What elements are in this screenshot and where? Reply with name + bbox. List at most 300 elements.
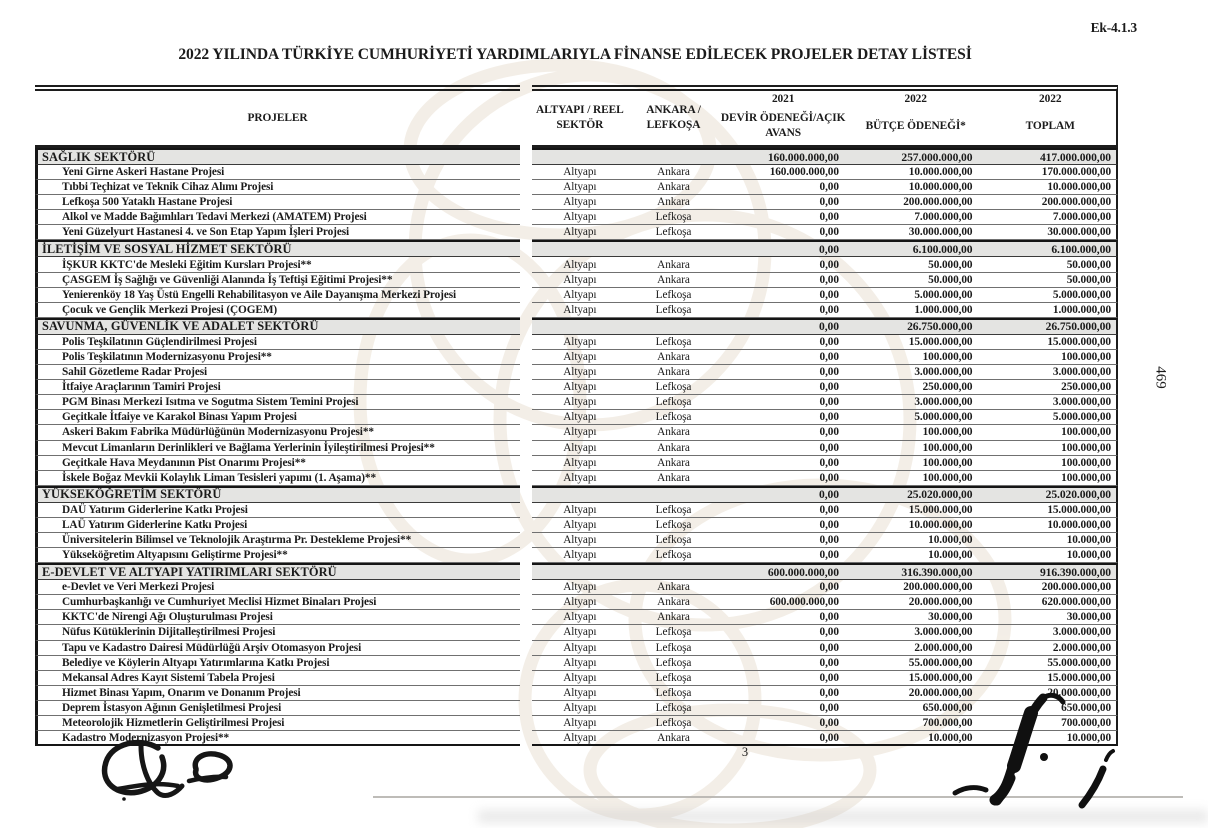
devir-odenegi-cell: 0,00 [819, 411, 839, 424]
row-values [532, 503, 1118, 518]
sector-cell: Altyapı [563, 656, 597, 669]
project-name: Tıbbi Teçhizat ve Teknik Cihaz Alımı Projesi [35, 180, 520, 195]
row-values [532, 335, 1118, 350]
sector-cell [532, 150, 628, 164]
header-butce-2022: 2022 BÜTÇE ÖDENEĞİ* [865, 93, 966, 132]
toplam-cell: 25.020.000,00 [1045, 488, 1111, 502]
footer-page-number: 3 [741, 745, 749, 759]
city-cell: Lefkoşa [655, 701, 692, 714]
project-name: LAÜ Yatırım Giderlerine Katkı Projesi [35, 518, 520, 533]
row-values [532, 148, 1118, 165]
project-name: Yeni Güzelyurt Hastanesi 4. ve Son Etap Yapım İşleri Projesi [35, 225, 520, 240]
section-name: SAĞLIK SEKTÖRÜ [35, 148, 520, 165]
row-values [532, 518, 1118, 533]
section-row [35, 486, 1118, 503]
sector-cell: Altyapı [563, 303, 597, 316]
devir-odenegi-cell: 0,00 [819, 350, 839, 363]
city-cell: Lefkoşa [655, 626, 692, 639]
devir-odenegi-cell: 0,00 [819, 366, 839, 379]
project-row [35, 533, 1118, 548]
project-row [35, 701, 1118, 716]
toplam-cell: 650.000,00 [1061, 701, 1111, 714]
row-values [532, 641, 1118, 656]
toplam-cell: 5.000.000,00 [1052, 288, 1111, 301]
city-cell: Lefkoşa [655, 717, 692, 730]
sector-cell: Altyapı [563, 611, 597, 624]
row-values [532, 180, 1118, 195]
row-values [532, 580, 1118, 595]
toplam-cell: 26.750.000,00 [1045, 320, 1111, 334]
sector-cell: Altyapı [563, 288, 597, 301]
sector-cell: Altyapı [563, 503, 597, 516]
project-name: KKTC'de Nirengi Ağı Oluşturulması Projesi [35, 610, 520, 625]
devir-odenegi-cell: 0,00 [819, 471, 839, 484]
toplam-cell: 6.100.000,00 [1051, 242, 1111, 256]
sector-cell: Altyapı [563, 731, 597, 744]
toplam-cell: 200.000.000,00 [1041, 581, 1111, 594]
butce-odenegi-cell: 26.750.000,00 [907, 320, 973, 334]
sector-cell: Altyapı [563, 273, 597, 286]
project-row [35, 641, 1118, 656]
devir-odenegi-cell: 0,00 [819, 456, 839, 469]
project-name: İtfaiye Araçlarının Tamiri Projesi [35, 380, 520, 395]
toplam-cell: 30.000,00 [1066, 611, 1111, 624]
project-row [35, 350, 1118, 365]
city-cell [628, 150, 720, 164]
sector-cell: Altyapı [563, 671, 597, 684]
toplam-cell: 55.000.000,00 [1047, 656, 1111, 669]
sector-cell: Altyapı [563, 396, 597, 409]
devir-odenegi-cell: 0,00 [819, 303, 839, 316]
row-values [532, 456, 1118, 471]
devir-odenegi-cell: 0,00 [819, 503, 839, 516]
city-cell [628, 488, 720, 502]
sector-cell: Altyapı [563, 258, 597, 271]
devir-odenegi-cell: 0,00 [819, 196, 839, 209]
header-sector: ALTYAPI / REEL SEKTÖR [536, 104, 624, 131]
devir-odenegi-cell: 0,00 [819, 626, 839, 639]
project-name: Geçitkale İtfaiye ve Karakol Binası Yapım Projesi [35, 410, 520, 425]
annex-label: Ek-4.1.3 [1090, 20, 1137, 35]
butce-odenegi-cell: 250.000,00 [922, 381, 973, 394]
devir-odenegi-cell: 0,00 [819, 181, 839, 194]
project-name: Çocuk ve Gençlik Merkezi Projesi (ÇOGEM) [35, 303, 520, 318]
sector-cell: Altyapı [563, 534, 597, 547]
row-values [532, 548, 1118, 563]
devir-odenegi-cell: 0,00 [819, 701, 839, 714]
butce-odenegi-cell: 100.000,00 [922, 350, 973, 363]
devir-odenegi-cell: 0,00 [819, 656, 839, 669]
row-values [532, 425, 1118, 440]
header-city: ANKARA / LEFKOŞA [646, 104, 701, 131]
row-values [532, 225, 1118, 240]
project-name: ÇASGEM İş Sağlığı ve Güvenliği Alanında İş Teftişi Eğitimi Projesi** [35, 273, 520, 288]
devir-odenegi-cell: 0,00 [819, 320, 839, 334]
row-values [532, 240, 1118, 257]
butce-odenegi-cell: 10.000.000,00 [908, 181, 973, 194]
project-name: Mevcut Limanların Derinlikleri ve Bağlama Yerlerinin İyileştirilmesi Projesi** [35, 441, 520, 456]
row-values [532, 716, 1118, 731]
toplam-cell: 170.000.000,00 [1041, 166, 1111, 179]
section-row [35, 148, 1118, 165]
project-row [35, 335, 1118, 350]
project-row [35, 303, 1118, 318]
city-cell: Ankara [657, 366, 690, 379]
scan-edge-shadow [478, 810, 1208, 823]
city-cell: Ankara [657, 181, 690, 194]
butce-odenegi-cell: 100.000,00 [922, 426, 973, 439]
city-cell: Ankara [657, 350, 690, 363]
city-cell: Lefkoşa [655, 641, 692, 654]
city-cell [628, 565, 720, 579]
row-values [532, 595, 1118, 610]
city-cell: Ankara [657, 581, 690, 594]
project-name: Tapu ve Kadastro Dairesi Müdürlüğü Arşiv Otomasyon Projesi [35, 641, 520, 656]
project-row [35, 425, 1118, 440]
project-row [35, 625, 1118, 640]
butce-odenegi-cell: 257.000.000,00 [901, 150, 973, 164]
project-row [35, 548, 1118, 563]
devir-odenegi-cell: 0,00 [819, 671, 839, 684]
project-row [35, 395, 1118, 410]
project-row [35, 716, 1118, 731]
toplam-cell: 100.000,00 [1061, 426, 1111, 439]
toplam-cell: 10.000,00 [1066, 549, 1111, 562]
devir-odenegi-cell: 0,00 [819, 581, 839, 594]
toplam-cell: 700.000,00 [1061, 717, 1111, 730]
butce-odenegi-cell: 50.000,00 [928, 273, 973, 286]
project-row [35, 380, 1118, 395]
sector-cell: Altyapı [563, 456, 597, 469]
butce-odenegi-cell: 30.000,00 [928, 611, 973, 624]
row-values [532, 671, 1118, 686]
toplam-cell: 15.000.000,00 [1047, 671, 1111, 684]
section-name: E-DEVLET VE ALTYAPI YATIRIMLARI SEKTÖRÜ [35, 563, 520, 580]
butce-odenegi-cell: 100.000,00 [922, 471, 973, 484]
devir-odenegi-cell: 0,00 [819, 488, 839, 502]
sector-cell: Altyapı [563, 226, 597, 239]
butce-odenegi-cell: 10.000,00 [928, 549, 973, 562]
toplam-cell: 2.000.000,00 [1052, 641, 1111, 654]
butce-odenegi-cell: 3.000.000,00 [914, 626, 973, 639]
sector-cell: Altyapı [563, 196, 597, 209]
butce-odenegi-cell: 25.020.000,00 [907, 488, 973, 502]
project-name: Cumhurbaşkanlığı ve Cumhuriyet Meclisi Hizmet Binaları Projesi [35, 595, 520, 610]
page-title: 2022 YILINDA TÜRKİYE CUMHURİYETİ YARDIMLARIYLA FİNANSE EDİLECEK PROJELER DETAY LİSTESİ [178, 46, 972, 63]
city-cell: Lefkoşa [655, 381, 692, 394]
devir-odenegi-cell: 0,00 [819, 518, 839, 531]
butce-odenegi-cell: 10.000.000,00 [908, 518, 973, 531]
header-toplam-2022: 2022 TOPLAM [1025, 93, 1075, 132]
toplam-cell: 10.000.000,00 [1047, 518, 1111, 531]
butce-odenegi-cell: 200.000.000,00 [903, 196, 973, 209]
toplam-cell: 50.000,00 [1066, 273, 1111, 286]
butce-odenegi-cell: 10.000.000,00 [908, 166, 973, 179]
row-values [532, 395, 1118, 410]
toplam-cell: 100.000,00 [1061, 441, 1111, 454]
devir-odenegi-cell: 0,00 [819, 273, 839, 286]
butce-odenegi-cell: 50.000,00 [928, 258, 973, 271]
sector-cell: Altyapı [563, 596, 597, 609]
table-header [35, 85, 1118, 148]
devir-odenegi-cell: 160.000.000,00 [767, 150, 839, 164]
sector-cell: Altyapı [563, 518, 597, 531]
section-row [35, 318, 1118, 335]
toplam-cell: 50.000,00 [1066, 258, 1111, 271]
toplam-cell: 10.000.000,00 [1047, 181, 1111, 194]
butce-odenegi-cell: 650.000,00 [922, 701, 973, 714]
row-values [532, 533, 1118, 548]
project-row [35, 610, 1118, 625]
toplam-cell: 7.000.000,00 [1052, 211, 1111, 224]
row-values [532, 288, 1118, 303]
toplam-cell: 200.000.000,00 [1041, 196, 1111, 209]
toplam-cell: 100.000,00 [1061, 471, 1111, 484]
row-values [532, 210, 1118, 225]
project-row [35, 195, 1118, 210]
section-name: YÜKSEKÖĞRETİM SEKTÖRÜ [35, 486, 520, 503]
city-cell: Ankara [657, 596, 690, 609]
city-cell: Lefkoşa [655, 288, 692, 301]
city-cell: Lefkoşa [655, 303, 692, 316]
toplam-cell: 100.000,00 [1061, 456, 1111, 469]
devir-odenegi-cell: 0,00 [819, 226, 839, 239]
butce-odenegi-cell: 3.000.000,00 [914, 396, 973, 409]
butce-odenegi-cell: 100.000,00 [922, 441, 973, 454]
project-name: İŞKUR KKTC'de Mesleki Eğitim Kursları Projesi** [35, 257, 520, 272]
devir-odenegi-cell: 0,00 [819, 242, 839, 256]
row-values [532, 365, 1118, 380]
sector-cell: Altyapı [563, 549, 597, 562]
project-name: Hizmet Binası Yapım, Onarım ve Donanım Projesi [35, 686, 520, 701]
project-name: Sahil Gözetleme Radar Projesi [35, 365, 520, 380]
city-cell: Ankara [657, 731, 690, 744]
row-values [532, 318, 1118, 335]
toplam-cell: 3.000.000,00 [1052, 626, 1111, 639]
sector-cell: Altyapı [563, 350, 597, 363]
sector-cell: Altyapı [563, 581, 597, 594]
sector-cell: Altyapı [563, 381, 597, 394]
devir-odenegi-cell: 0,00 [819, 549, 839, 562]
devir-odenegi-cell: 0,00 [819, 686, 839, 699]
section-name: İLETİŞİM VE SOSYAL HİZMET SEKTÖRÜ [35, 240, 520, 257]
project-row [35, 165, 1118, 180]
footer-rule [373, 796, 1183, 798]
city-cell: Ankara [657, 456, 690, 469]
sector-cell: Altyapı [563, 471, 597, 484]
sector-cell: Altyapı [563, 426, 597, 439]
sector-cell: Altyapı [563, 641, 597, 654]
city-cell: Lefkoşa [655, 411, 692, 424]
toplam-cell: 3.000.000,00 [1052, 366, 1111, 379]
city-cell [628, 320, 720, 334]
devir-odenegi-cell: 0,00 [819, 641, 839, 654]
row-values [532, 380, 1118, 395]
project-row [35, 656, 1118, 671]
butce-odenegi-cell: 15.000.000,00 [908, 671, 973, 684]
city-cell: Lefkoşa [655, 686, 692, 699]
toplam-cell: 100.000,00 [1061, 350, 1111, 363]
butce-odenegi-cell: 10.000,00 [928, 534, 973, 547]
project-row [35, 471, 1118, 486]
butce-odenegi-cell: 2.000.000,00 [914, 641, 973, 654]
devir-odenegi-cell: 0,00 [819, 717, 839, 730]
project-name: Mekansal Adres Kayıt Sistemi Tabela Projesi [35, 671, 520, 686]
project-name: Lefkoşa 500 Yataklı Hastane Projesi [35, 195, 520, 210]
city-cell: Ankara [657, 426, 690, 439]
project-name: PGM Binası Merkezi Isıtma ve Sogutma Sistem Temini Projesi [35, 395, 520, 410]
butce-odenegi-cell: 316.390.000,00 [901, 565, 973, 579]
row-values [532, 195, 1118, 210]
sector-cell: Altyapı [563, 335, 597, 348]
devir-odenegi-cell: 0,00 [819, 288, 839, 301]
city-cell: Ankara [657, 441, 690, 454]
butce-odenegi-cell: 20.000.000,00 [908, 596, 973, 609]
project-name: Üniversitelerin Bilimsel ve Teknolojik Araştırma Pr. Destekleme Projesi** [35, 533, 520, 548]
row-values [532, 273, 1118, 288]
project-name: Yenierenköy 18 Yaş Üstü Engelli Rehabilitasyon ve Aile Dayanışma Merkezi Projesi [35, 288, 520, 303]
project-name: e-Devlet ve Veri Merkezi Projesi [35, 580, 520, 595]
section-name: SAVUNMA, GÜVENLİK VE ADALET SEKTÖRÜ [35, 318, 520, 335]
project-name: Polis Teşkilatının Güçlendirilmesi Projesi [35, 335, 520, 350]
city-cell: Ankara [657, 471, 690, 484]
devir-odenegi-cell: 0,00 [819, 396, 839, 409]
city-cell: Ankara [657, 273, 690, 286]
project-row [35, 441, 1118, 456]
devir-odenegi-cell: 0,00 [819, 534, 839, 547]
row-values [532, 303, 1118, 318]
row-values [532, 350, 1118, 365]
sector-cell [532, 565, 628, 579]
butce-odenegi-cell: 700.000,00 [922, 717, 973, 730]
toplam-cell: 10.000,00 [1066, 534, 1111, 547]
butce-odenegi-cell: 6.100.000,00 [912, 242, 973, 256]
city-cell [628, 242, 720, 256]
city-cell: Lefkoşa [655, 211, 692, 224]
butce-odenegi-cell: 100.000,00 [922, 456, 973, 469]
devir-odenegi-cell: 0,00 [819, 258, 839, 271]
toplam-cell: 5.000.000,00 [1052, 411, 1111, 424]
butce-odenegi-cell: 5.000.000,00 [914, 288, 973, 301]
sector-cell: Altyapı [563, 211, 597, 224]
project-row [35, 288, 1118, 303]
project-row [35, 180, 1118, 195]
project-name: Yükseköğretim Altyapısını Geliştirme Projesi** [35, 548, 520, 563]
project-name: DAÜ Yatırım Giderlerine Katkı Projesi [35, 503, 520, 518]
butce-odenegi-cell: 55.000.000,00 [908, 656, 973, 669]
sector-cell: Altyapı [563, 181, 597, 194]
sector-cell: Altyapı [563, 441, 597, 454]
toplam-cell: 417.000.000,00 [1039, 150, 1111, 164]
devir-odenegi-cell: 0,00 [819, 211, 839, 224]
devir-odenegi-cell: 0,00 [819, 335, 839, 348]
project-name: Alkol ve Madde Bağımlıları Tedavi Merkezi (AMATEM) Projesi [35, 210, 520, 225]
city-cell: Lefkoşa [655, 671, 692, 684]
project-row [35, 671, 1118, 686]
project-name: Geçitkale Hava Meydanının Pist Onarımı Projesi** [35, 456, 520, 471]
butce-odenegi-cell: 1.000.000,00 [914, 303, 973, 316]
section-row [35, 563, 1118, 580]
toplam-cell: 1.000.000,00 [1052, 303, 1111, 316]
project-row [35, 365, 1118, 380]
projects-table [35, 85, 1118, 746]
row-values [532, 731, 1118, 746]
city-cell: Lefkoşa [655, 518, 692, 531]
project-name: Nüfus Kütüklerinin Dijitalleştirilmesi Projesi [35, 625, 520, 640]
project-name: İskele Boğaz Mevkii Kolaylık Liman Tesisleri yapımı (1. Aşama)** [35, 471, 520, 486]
header-devir-2021: 2021 DEVİR ÖDENEĞİ/AÇIK AVANS [720, 93, 846, 139]
row-values [532, 410, 1118, 425]
toplam-cell: 15.000.000,00 [1047, 503, 1111, 516]
project-name: Belediye ve Köylerin Altyapı Yatırımlarına Katkı Projesi [35, 656, 520, 671]
project-row [35, 580, 1118, 595]
butce-odenegi-cell: 10.000,00 [928, 731, 973, 744]
sector-cell [532, 320, 628, 334]
toplam-cell: 30.000.000,00 [1047, 226, 1111, 239]
devir-odenegi-cell: 600.000.000,00 [769, 596, 839, 609]
project-name: Meteorolojik Hizmetlerin Geliştirilmesi Projesi [35, 716, 520, 731]
project-row [35, 257, 1118, 272]
table-body [35, 148, 1118, 746]
row-values [532, 656, 1118, 671]
toplam-cell: 3.000.000,00 [1052, 396, 1111, 409]
butce-odenegi-cell: 15.000.000,00 [908, 335, 973, 348]
project-row [35, 210, 1118, 225]
project-row [35, 503, 1118, 518]
sector-cell [532, 242, 628, 256]
row-values [532, 610, 1118, 625]
devir-odenegi-cell: 0,00 [819, 441, 839, 454]
sector-cell: Altyapı [563, 717, 597, 730]
row-values [532, 686, 1118, 701]
project-row [35, 225, 1118, 240]
project-row [35, 456, 1118, 471]
project-row [35, 731, 1118, 746]
butce-odenegi-cell: 3.000.000,00 [914, 366, 973, 379]
row-values [532, 165, 1118, 180]
devir-odenegi-cell: 600.000.000,00 [767, 565, 839, 579]
city-cell: Lefkoşa [655, 503, 692, 516]
butce-odenegi-cell: 20.000.000,00 [908, 686, 973, 699]
project-row [35, 595, 1118, 610]
project-name: Askeri Bakım Fabrika Müdürlüğünün Modernizasyonu Projesi** [35, 425, 520, 440]
row-values [532, 257, 1118, 272]
city-cell: Lefkoşa [655, 396, 692, 409]
toplam-cell: 15.000.000,00 [1047, 335, 1111, 348]
row-values [532, 486, 1118, 503]
sector-cell: Altyapı [563, 686, 597, 699]
section-row [35, 240, 1118, 257]
toplam-cell: 20.000.000,00 [1047, 686, 1111, 699]
butce-odenegi-cell: 200.000.000,00 [903, 581, 973, 594]
project-row [35, 410, 1118, 425]
devir-odenegi-cell: 0,00 [819, 381, 839, 394]
project-name: Yeni Girne Askeri Hastane Projesi [35, 165, 520, 180]
project-row [35, 273, 1118, 288]
toplam-cell: 10.000,00 [1066, 731, 1111, 744]
row-values [532, 625, 1118, 640]
butce-odenegi-cell: 7.000.000,00 [914, 211, 973, 224]
row-values [532, 441, 1118, 456]
city-cell: Ankara [657, 196, 690, 209]
header-projects: PROJELER [247, 111, 308, 124]
butce-odenegi-cell: 30.000.000,00 [908, 226, 973, 239]
sector-cell: Altyapı [563, 626, 597, 639]
city-cell: Ankara [657, 166, 690, 179]
side-page-number: 469 [1152, 366, 1169, 389]
city-cell: Ankara [657, 258, 690, 271]
city-cell: Lefkoşa [655, 656, 692, 669]
